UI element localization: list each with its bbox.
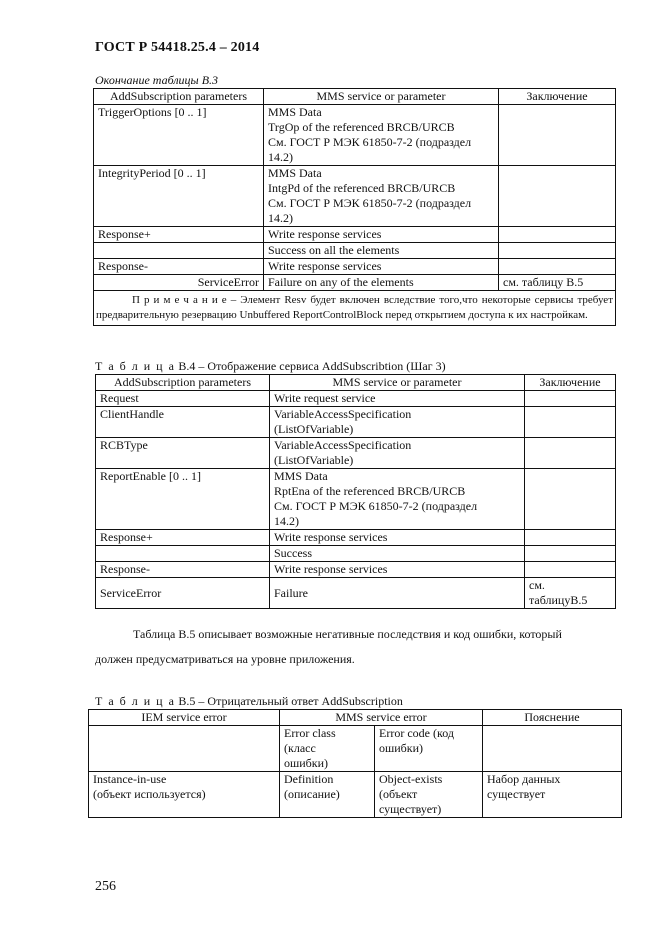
param-cell: RCBType — [96, 438, 270, 469]
cell-line: MMS Data — [268, 166, 322, 180]
param-cell: IntegrityPeriod [0 .. 1] — [94, 166, 264, 227]
mms-cell — [270, 407, 525, 438]
paragraph-line: Таблица В.5 описывает возможные негативные последствия и код ошибки, который — [133, 627, 562, 641]
error-class-cell — [280, 772, 375, 818]
table-b4 — [95, 374, 616, 609]
explanation-cell — [483, 772, 622, 818]
cell-line: (описание) — [284, 787, 340, 801]
cell-line: См. ГОСТ Р МЭК 61850-7-2 (подраздел — [268, 135, 472, 149]
cell-line: (объект используется) — [93, 787, 206, 801]
table-row — [94, 105, 616, 166]
note-text: – Элемент Resv будет включен вследствие того,что некоторые сервисы требует предварительную резервацию Unbuffered ReportControlBlock перед открытием доступа к их настройкам. — [96, 294, 613, 321]
param-cell: Response+ — [94, 227, 264, 243]
table-row — [94, 227, 616, 243]
table-b4-caption — [95, 359, 446, 374]
cell-line: таблицуВ.5 — [529, 593, 588, 607]
table-row — [94, 275, 616, 291]
mms-cell: Success on all the elements — [264, 243, 499, 259]
cell-line: см. — [529, 578, 545, 592]
param-cell: TriggerOptions [0 .. 1] — [94, 105, 264, 166]
table-row — [96, 391, 616, 407]
page-number: 256 — [95, 879, 116, 894]
cell-line: RptEna of the referenced BRCB/URCB — [274, 484, 466, 498]
caption-text: В.5 – Отрицательный ответ AddSubscription — [175, 694, 403, 708]
table-row — [96, 578, 616, 609]
cell-line: Definition — [284, 772, 334, 786]
cell-line: существует) — [379, 802, 442, 816]
caption-label: Т а б л и ц а — [95, 359, 176, 373]
conclusion-cell — [525, 391, 616, 407]
cell-line: См. ГОСТ Р МЭК 61850-7-2 (подраздел — [274, 499, 478, 513]
cell-line: VariableAccessSpecification — [274, 438, 412, 452]
column-header: MMS service or parameter — [270, 375, 525, 391]
conclusion-cell — [499, 259, 616, 275]
cell-line: Error code (код — [379, 726, 454, 740]
table-row — [96, 530, 616, 546]
column-header: MMS service or parameter — [264, 89, 499, 105]
document-header: ГОСТ Р 54418.25.4 – 2014 — [95, 40, 260, 55]
empty-cell — [483, 726, 622, 772]
cell-line: 14.2) — [274, 514, 299, 528]
table-row — [96, 407, 616, 438]
subheader-error-class — [280, 726, 375, 772]
mms-cell — [270, 469, 525, 530]
mms-cell: Success — [270, 546, 525, 562]
param-cell: ServiceError — [96, 578, 270, 609]
param-cell: Response- — [96, 562, 270, 578]
mms-cell — [270, 438, 525, 469]
caption-label: Т а б л и ц а — [95, 694, 176, 708]
table-row — [94, 259, 616, 275]
iem-cell — [89, 772, 280, 818]
cell-line: MMS Data — [274, 469, 328, 483]
cell-line: Error class — [284, 726, 336, 740]
table-b3-header-row — [94, 89, 616, 105]
mms-cell: Failure — [270, 578, 525, 609]
cell-line: (объект — [379, 787, 418, 801]
mms-cell — [264, 166, 499, 227]
column-header: AddSubscription parameters — [94, 89, 264, 105]
column-header: Пояснение — [483, 710, 622, 726]
cell-line: ошибки) — [284, 756, 329, 770]
cell-line: TrgOp of the referenced BRCB/URCB — [268, 120, 455, 134]
table-b5 — [88, 709, 622, 818]
mms-cell: Write response services — [270, 530, 525, 546]
paragraph-line: должен предусматриваться на уровне приложения. — [95, 652, 355, 666]
mms-cell: Write request service — [270, 391, 525, 407]
cell-line: Набор данных — [487, 772, 561, 786]
conclusion-cell — [525, 438, 616, 469]
column-header: Заключение — [525, 375, 616, 391]
table-b5-header-row — [89, 710, 622, 726]
caption-text: В.4 – Отображение сервиса AddSubscribtion (Шаг 3) — [175, 359, 446, 373]
column-header: Заключение — [499, 89, 616, 105]
param-cell — [94, 243, 264, 259]
table-row — [94, 243, 616, 259]
table-b3-note-row — [94, 291, 616, 326]
error-code-cell — [375, 772, 483, 818]
param-cell: ClientHandle — [96, 407, 270, 438]
cell-line: См. ГОСТ Р МЭК 61850-7-2 (подраздел — [268, 196, 472, 210]
table-b5-caption — [95, 694, 403, 709]
cell-line: (класс — [284, 741, 316, 755]
cell-line: MMS Data — [268, 105, 322, 119]
subheader-error-code — [375, 726, 483, 772]
param-cell: ServiceError — [94, 275, 264, 291]
empty-cell — [89, 726, 280, 772]
mms-cell — [264, 105, 499, 166]
conclusion-cell — [525, 578, 616, 609]
mms-cell: Write response services — [264, 259, 499, 275]
conclusion-cell — [525, 407, 616, 438]
table-row — [94, 166, 616, 227]
column-header: IEM service error — [89, 710, 280, 726]
conclusion-cell — [499, 166, 616, 227]
table-b3 — [93, 88, 616, 326]
param-cell — [96, 546, 270, 562]
table-row — [96, 438, 616, 469]
cell-line: VariableAccessSpecification — [274, 407, 412, 421]
conclusion-cell — [525, 546, 616, 562]
mms-cell: Write response services — [264, 227, 499, 243]
cell-line: 14.2) — [268, 211, 293, 225]
param-cell: ReportEnable [0 .. 1] — [96, 469, 270, 530]
table-row — [96, 562, 616, 578]
param-cell: Response+ — [96, 530, 270, 546]
param-cell: Response- — [94, 259, 264, 275]
note-label: П р и м е ч а н и е — [132, 294, 227, 306]
column-header: MMS service error — [280, 710, 483, 726]
cell-line: (ListOfVariable) — [274, 422, 354, 436]
cell-line: (ListOfVariable) — [274, 453, 354, 467]
cell-line: Instance-in-use — [93, 772, 167, 786]
column-header: AddSubscription parameters — [96, 375, 270, 391]
table-note — [94, 291, 616, 326]
cell-line: ошибки) — [379, 741, 424, 755]
table-row — [96, 469, 616, 530]
conclusion-cell: см. таблицу В.5 — [499, 275, 616, 291]
mms-cell: Failure on any of the elements — [264, 275, 499, 291]
param-cell: Request — [96, 391, 270, 407]
table-row — [96, 546, 616, 562]
cell-line: 14.2) — [268, 150, 293, 164]
conclusion-cell — [525, 562, 616, 578]
conclusion-cell — [525, 530, 616, 546]
conclusion-cell — [499, 227, 616, 243]
table-b4-header-row — [96, 375, 616, 391]
cell-line: существует — [487, 787, 546, 801]
cell-line: Object-exists — [379, 772, 443, 786]
conclusion-cell — [499, 105, 616, 166]
conclusion-cell — [499, 243, 616, 259]
table-b3-caption: Окончание таблицы В.3 — [95, 73, 219, 87]
cell-line: IntgPd of the referenced BRCB/URCB — [268, 181, 456, 195]
conclusion-cell — [525, 469, 616, 530]
mms-cell: Write response services — [270, 562, 525, 578]
table-b5-subheader-row — [89, 726, 622, 772]
table-row — [89, 772, 622, 818]
